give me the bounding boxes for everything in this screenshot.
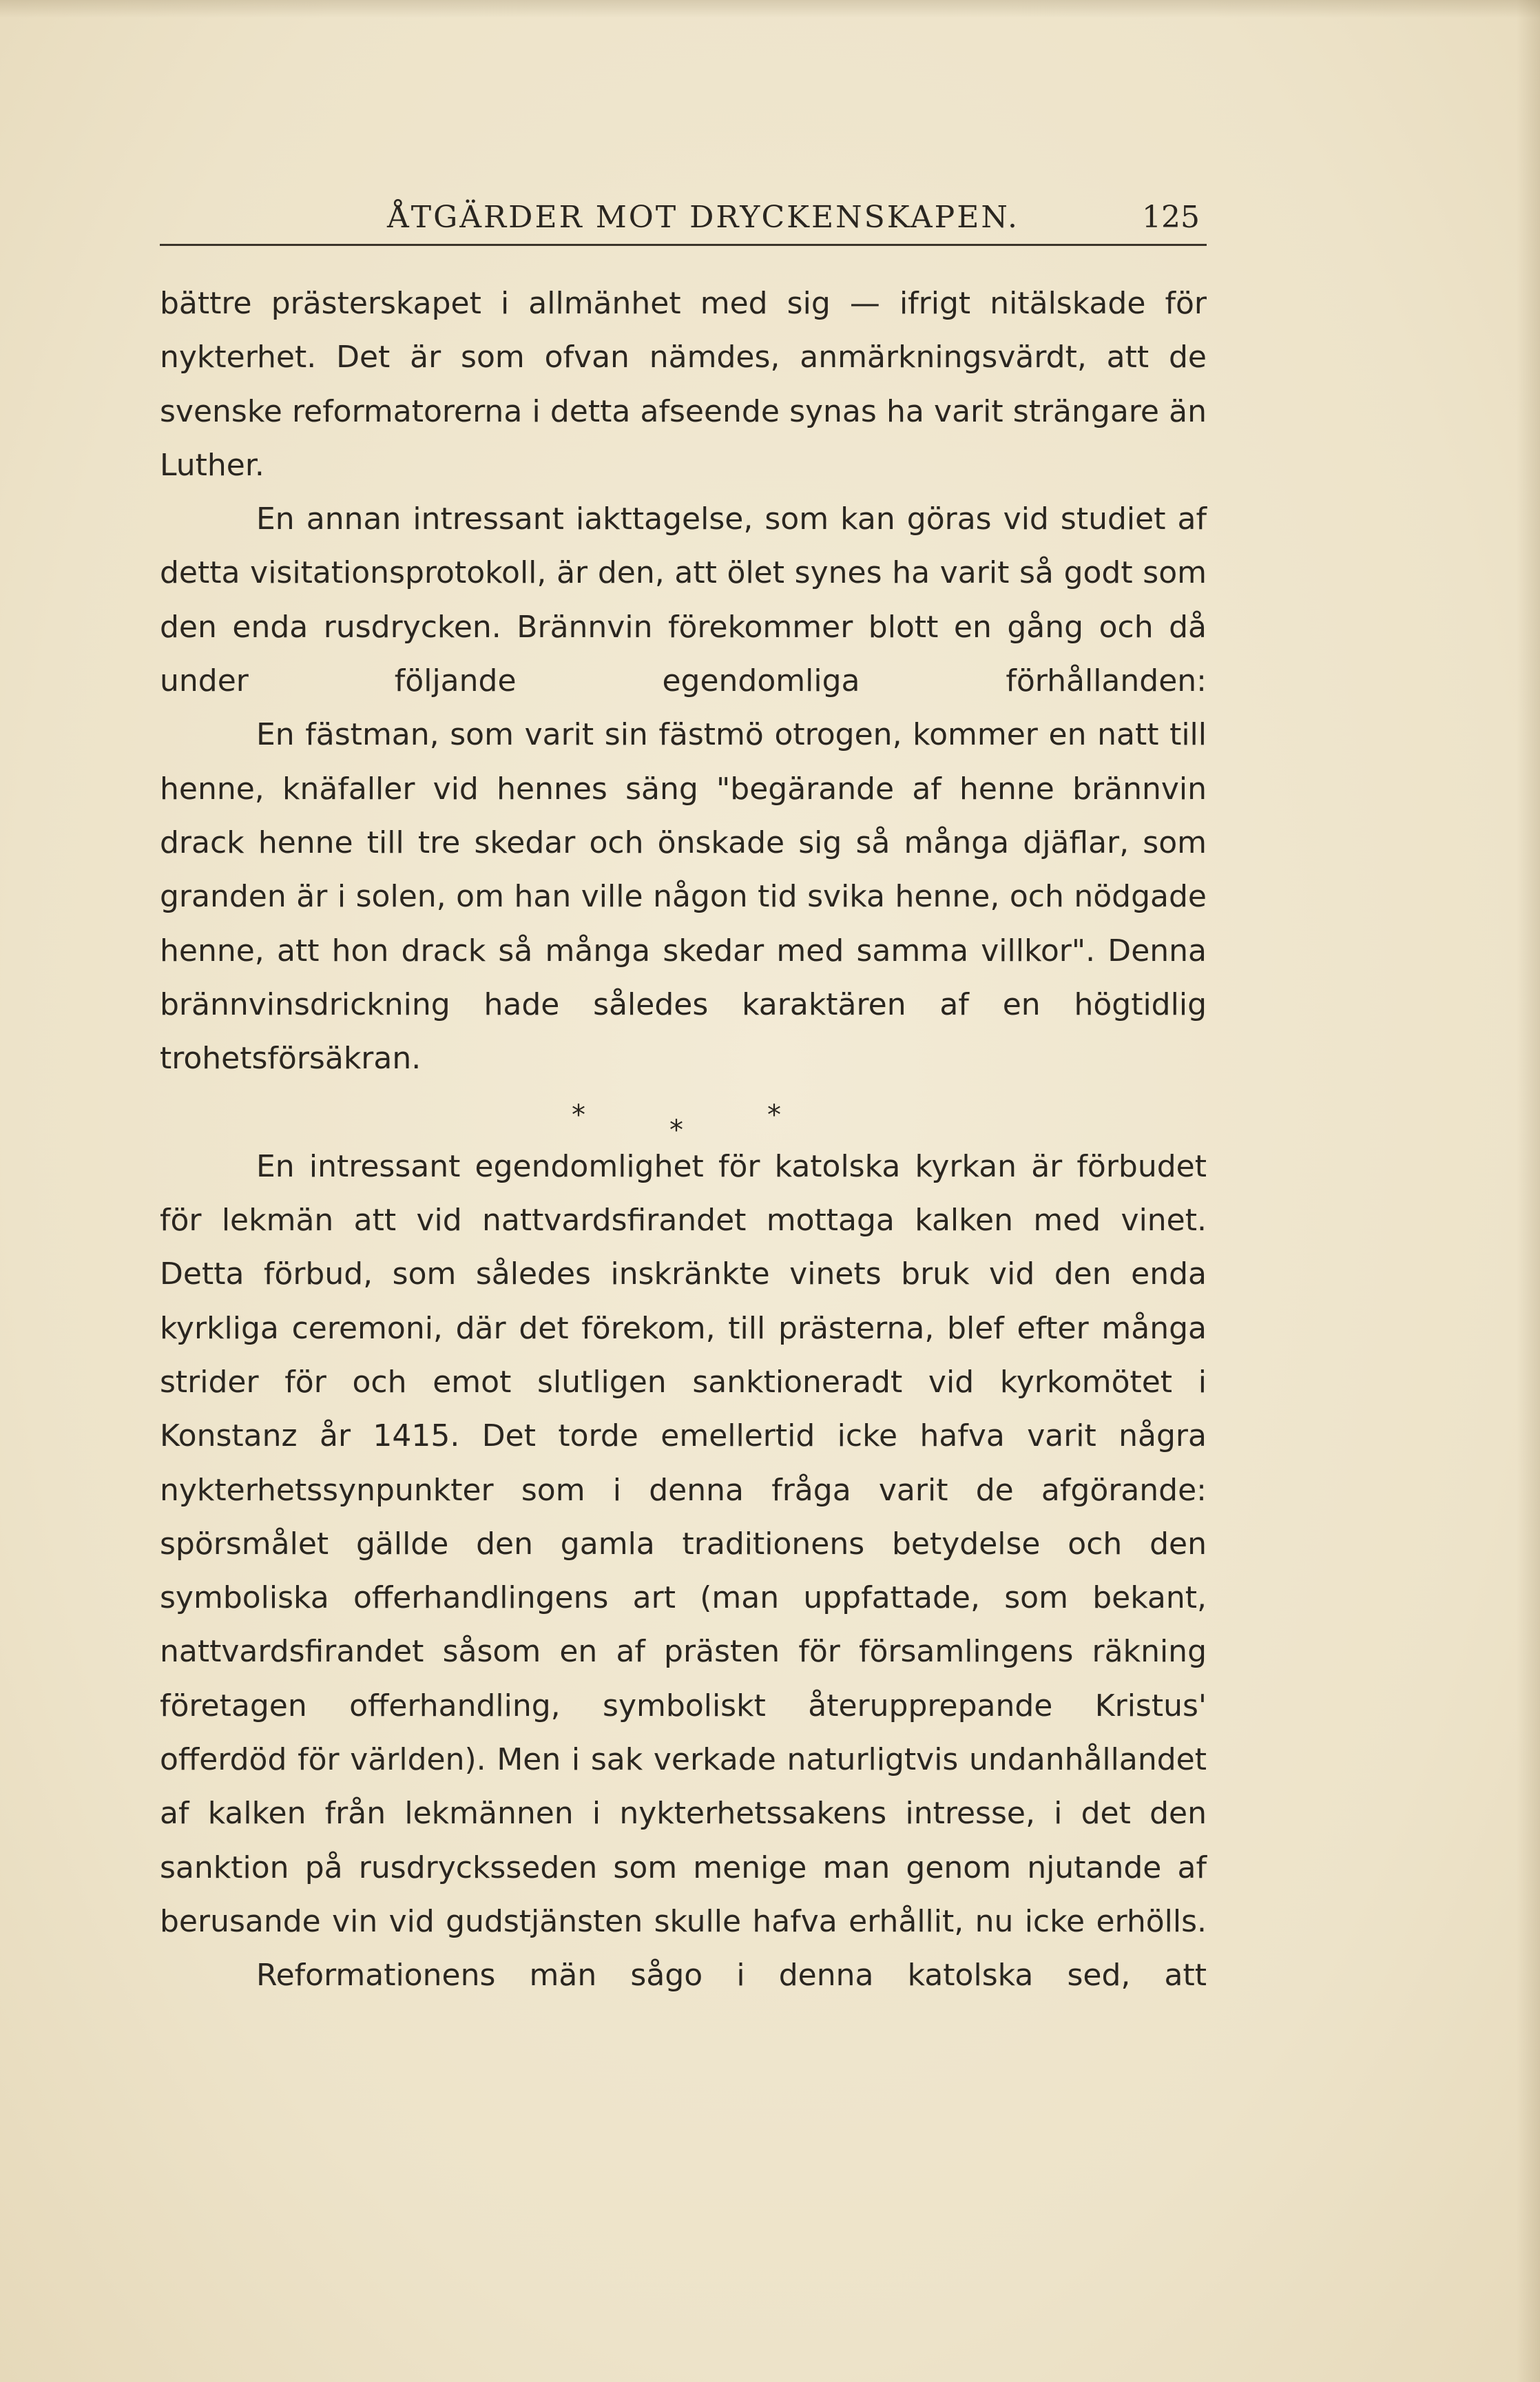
body-text (160, 277, 1207, 2003)
section-break-star-right: * (767, 1099, 781, 1132)
running-header (160, 194, 1207, 246)
paragraph-1: bättre prästerskapet i allmänhet med sig — ifrigt nitälskade för nykterhet. Det är som ofvan nämdes, anmärkningsvärdt, att de svenske reformatorerna i detta afseende synas ha varit strängare än Luther. (160, 286, 1207, 483)
section-break-star-center: * (669, 1115, 683, 1147)
page-number: 125 (1142, 200, 1200, 235)
paragraph-2: En annan intressant iakttagelse, som kan göras vid studiet af detta visitationsprotokoll, är den, att ölet synes ha varit så godt som den enda rusdrycken. Brännvin förekommer blott en gång och då under följande egendomliga förhållanden: (160, 501, 1207, 699)
section-break-star-left: * (572, 1099, 585, 1132)
paragraph-4: En intressant egendomlighet för katolska kyrkan är förbudet för lekmän att vid nattvardsfirandet mottaga kalken med vinet. Detta förbud, som således inskränkte vinets bruk vid den enda kyrkliga ceremoni, där det förekom, till prästerna, blef efter många strider för och emot slutligen sanktioneradt vid kyrkomötet i Konstanz år 1415. Det torde emellertid icke hafva varit några nykterhetssynpunkter som i denna fråga varit de afgörande: spörsmålet gällde den gamla traditionens betydelse och den symboliska offerhandlingens art (man uppfattade, som bekant, nattvardsfirandet såsom en af prästen för församlingens räkning företagen offerhandling, symboliskt återupprepande Kristus' offerdöd för världen). Men i sak verkade naturligtvis undanhållandet af kalken från lekmännen i nykterhetssakens intresse, i det den sanktion på rusdrycksseden som menige man genom njutande af berusande vin vid gudstjänsten skulle hafva erhållit, nu icke erhölls. (160, 1148, 1207, 1939)
paragraph-5: Reformationens män sågo i denna katolska sed, att (256, 1958, 1207, 1993)
running-title: ÅTGÄRDER MOT DRYCKENSKAPEN. (387, 200, 1020, 235)
page-shadow-top (0, 0, 1540, 18)
paragraph-3: En fästman, som varit sin fästmö otrogen, kommer en natt till henne, knäfaller vid hennes säng "begärande af henne brännvin drack henne till tre skedar och önskade sig så många djäflar, som granden är i solen, om han ville någon tid svika henne, och nödgade henne, att hon drack så många skedar med samma villkor". Denna brännvinsdrickning hade således karaktären af en högtidlig trohetsförsäkran. (160, 717, 1207, 1077)
section-break (160, 1086, 1207, 1147)
page-shadow-right (1517, 0, 1540, 2382)
